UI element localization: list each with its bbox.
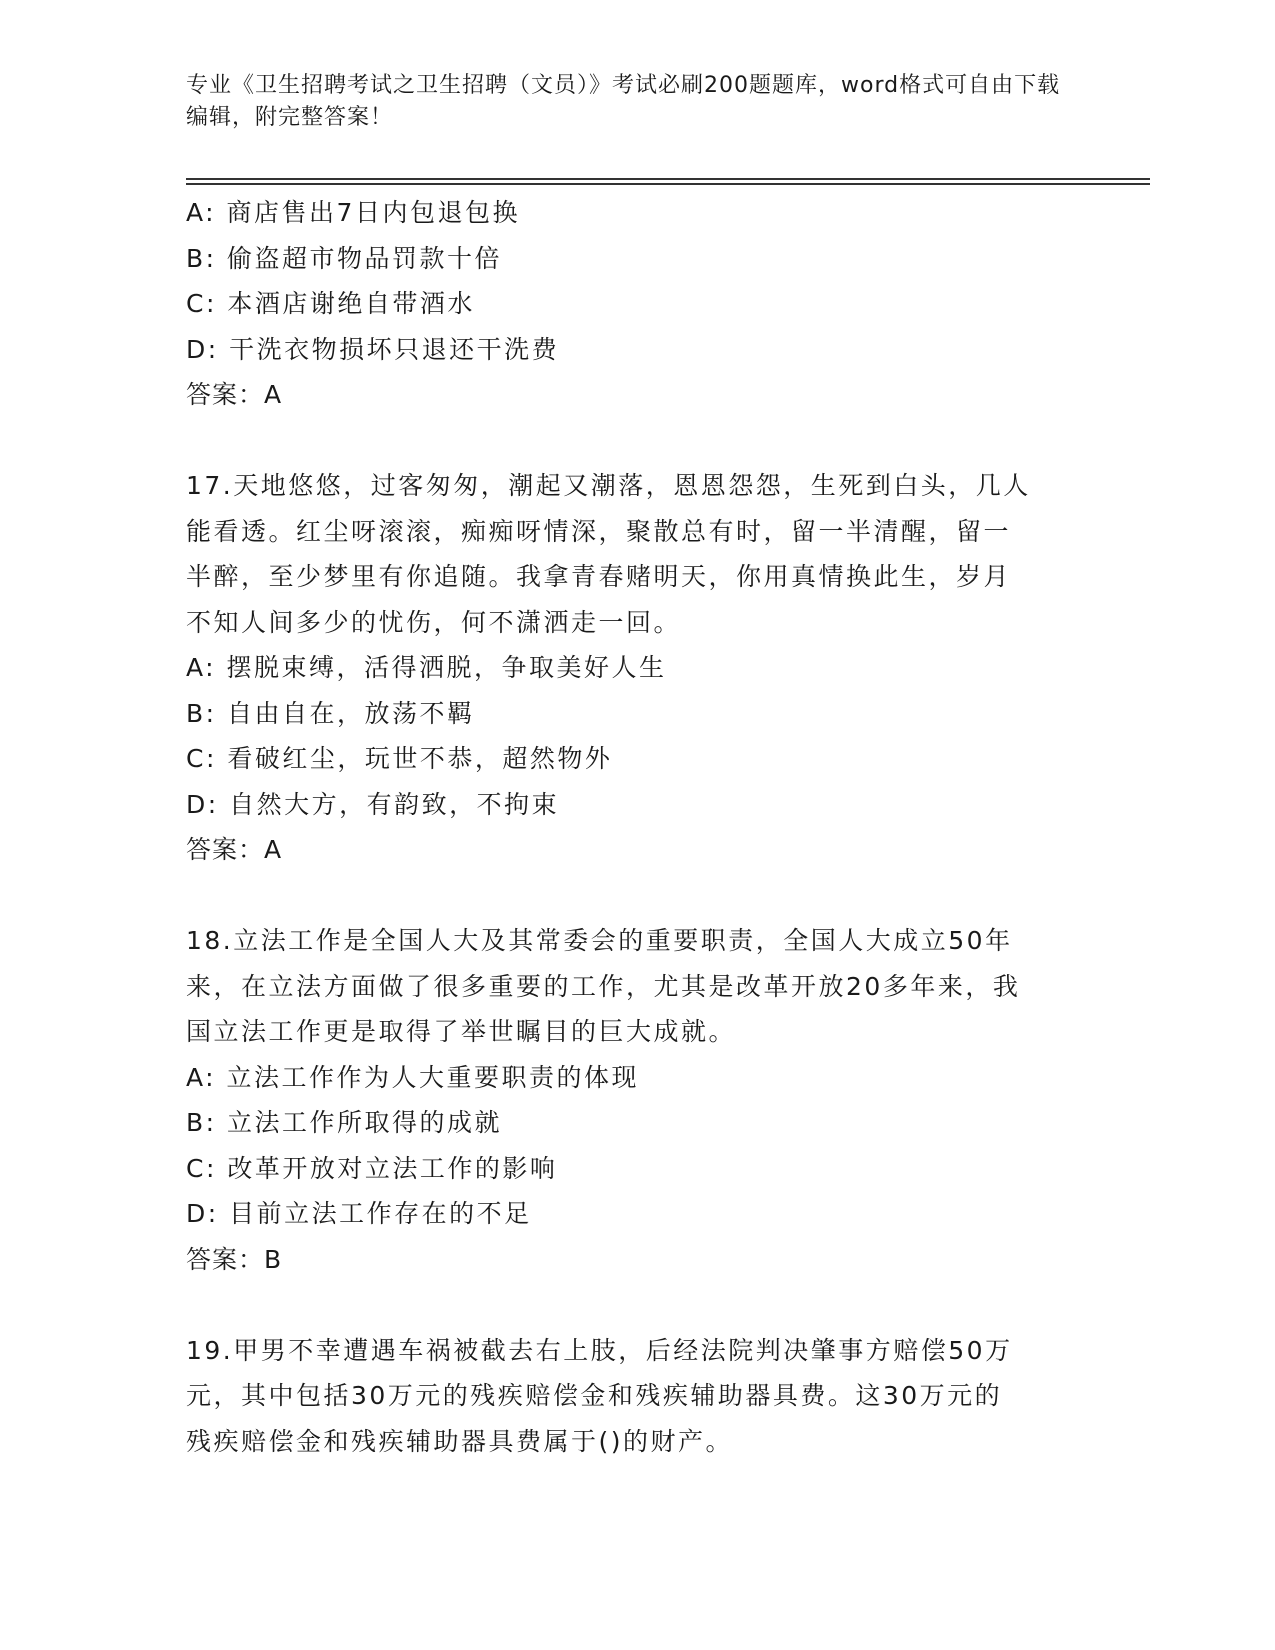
question-16-options — [186, 190, 1066, 418]
option-c: C: 改革开放对立法工作的影响 — [186, 1153, 558, 1183]
option-d: D: 自然大方，有韵致，不拘束 — [186, 789, 560, 819]
question-stem-line: 不知人间多少的忧伤，何不潇洒走一回。 — [186, 607, 682, 637]
option-a: A: 立法工作作为人大重要职责的体现 — [186, 1062, 640, 1092]
question-stem-line: 19.甲男不幸遭遇车祸被截去右上肢，后经法院判决肇事方赔偿50万 — [186, 1335, 1013, 1365]
question-stem-line: 17.天地悠悠，过客匆匆，潮起又潮落，恩恩怨怨，生死到白头，几人 — [186, 471, 1031, 500]
option-d: D: 干洗衣物损坏只退还干洗费 — [186, 334, 560, 364]
question-stem-line: 能看透。红尘呀滚滚，痴痴呀情深，聚散总有时，留一半清醒，留一 — [186, 516, 1012, 546]
answer: 答案：A — [186, 835, 283, 864]
answer: 答案：B — [186, 1244, 283, 1274]
question-stem-line: 残疾赔偿金和残疾辅助器具费属于()的财产。 — [186, 1426, 734, 1456]
option-c: C: 本酒店谢绝自带酒水 — [186, 289, 475, 318]
option-a: A: 摆脱束缚，活得洒脱，争取美好人生 — [186, 653, 667, 682]
answer: 答案：A — [186, 380, 283, 409]
document-body — [186, 190, 1066, 1464]
document-header: 专业《卫生招聘考试之卫生招聘（文员）》考试必刷200题题库，word格式可自由下载编辑，附完整答案！ — [186, 73, 1061, 130]
question-17 — [186, 463, 1066, 873]
spacer — [186, 418, 1066, 464]
header-rule-bottom — [186, 183, 1150, 185]
question-stem-line: 元，其中包括30万元的残疾赔偿金和残疾辅助器具费。这30万元的 — [186, 1381, 1003, 1410]
question-stem-line: 国立法工作更是取得了举世瞩目的巨大成就。 — [186, 1017, 737, 1046]
option-a: A: 商店售出7日内包退包换 — [186, 198, 520, 227]
question-stem-line: 半醉，至少梦里有你追随。我拿青春赌明天，你用真情换此生，岁月 — [186, 562, 1012, 591]
option-b: B: 立法工作所取得的成就 — [186, 1108, 503, 1137]
spacer — [186, 1282, 1066, 1328]
header-rule-top — [186, 178, 1150, 180]
question-18 — [186, 918, 1066, 1282]
option-c: C: 看破红尘，玩世不恭，超然物外 — [186, 744, 613, 773]
question-19 — [186, 1328, 1066, 1465]
question-stem-line: 18.立法工作是全国人大及其常委会的重要职责，全国人大成立50年 — [186, 926, 1013, 955]
question-stem-line: 来，在立法方面做了很多重要的工作，尤其是改革开放20多年来，我 — [186, 971, 1021, 1001]
option-d: D: 目前立法工作存在的不足 — [186, 1199, 532, 1228]
option-b: B: 偷盗超市物品罚款十倍 — [186, 243, 503, 273]
option-b: B: 自由自在，放荡不羁 — [186, 698, 475, 728]
spacer — [186, 873, 1066, 919]
